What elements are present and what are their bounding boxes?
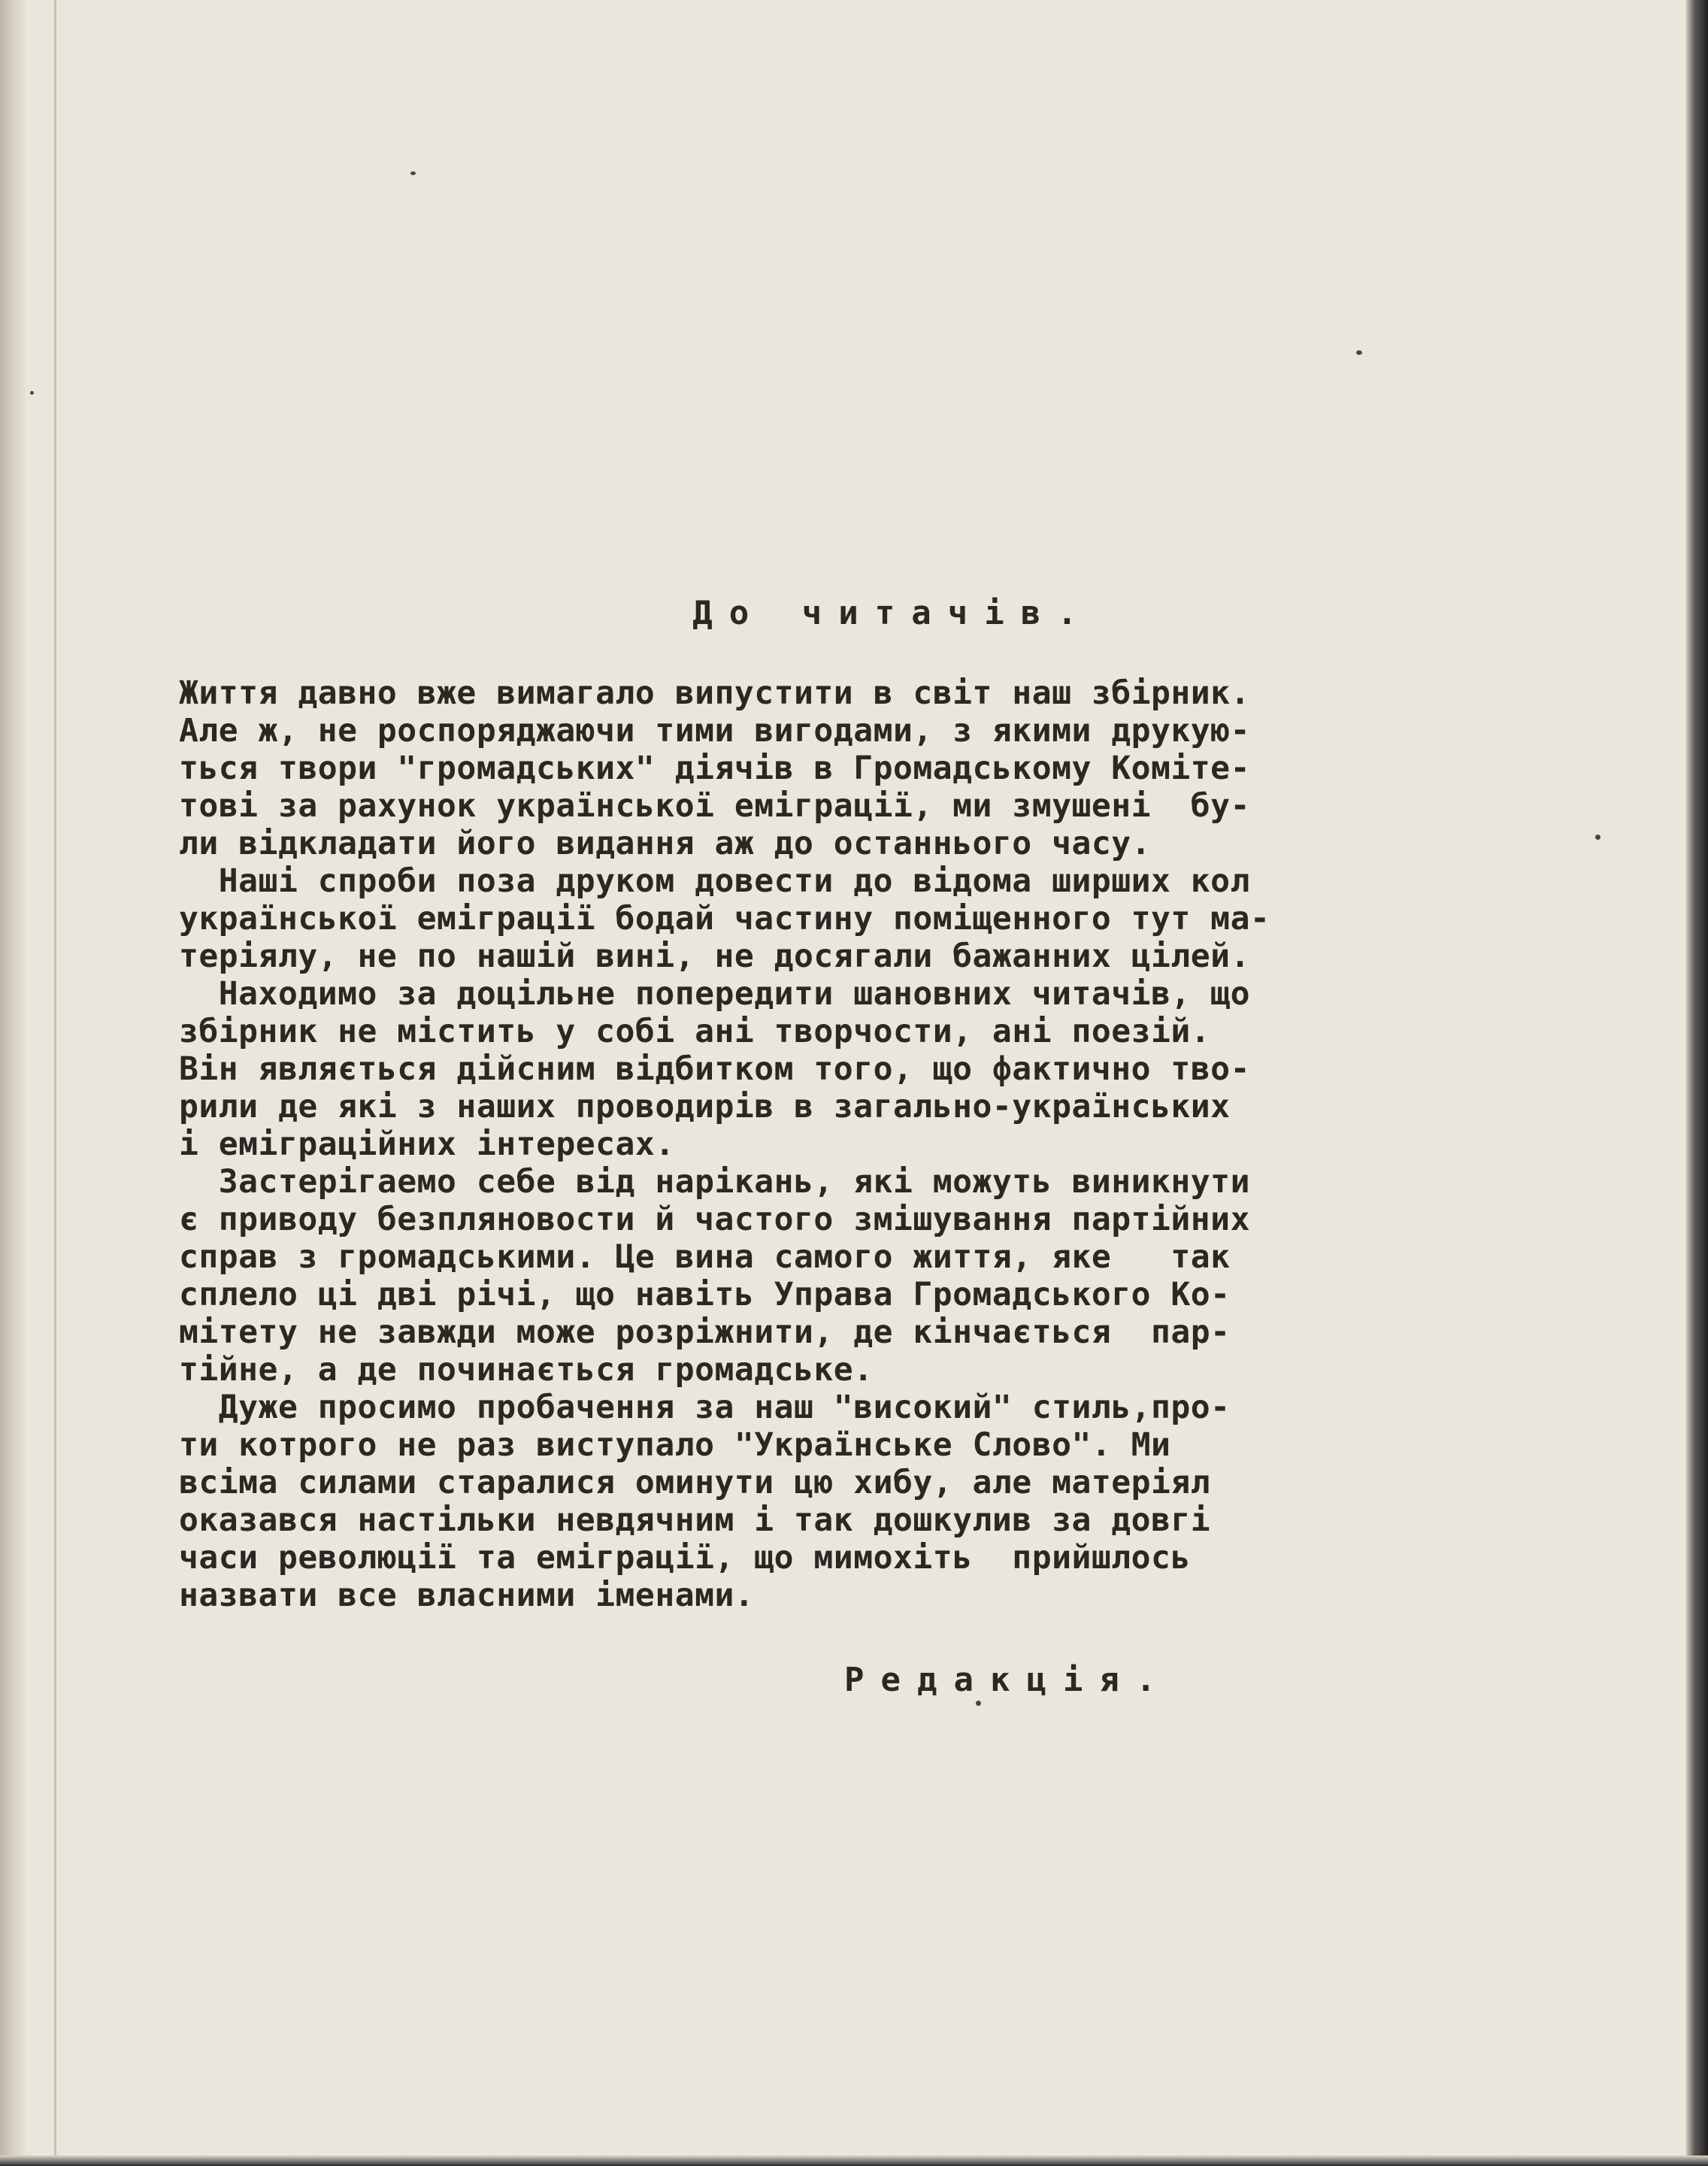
text-line: української еміграції бодай частину поміщенного тут ма- — [179, 900, 1270, 938]
text-line: ти котрого не раз виступало "Українське Слово". Ми — [179, 1426, 1171, 1464]
text-line: є приводу безпляновости й частого змішування партійних — [179, 1201, 1250, 1238]
text-line: тові за рахунок української еміграції, ми змушені бу- — [179, 787, 1250, 825]
text-line: Наші спроби поза друком довести до відома ширших кол — [179, 862, 1250, 900]
paper-speck — [1595, 835, 1600, 840]
text-line: справ з громадськими. Це вина самого життя, яке так — [179, 1238, 1231, 1276]
text-line: часи революції та еміграції, що мимохіть прийшлось — [179, 1539, 1191, 1577]
text-line: і еміграційних інтересах. — [179, 1125, 675, 1163]
paper-speck — [410, 171, 416, 175]
text-line: теріялу, не по нашій вині, не досягали бажанних цілей. — [179, 938, 1250, 975]
text-line: Застерігаемо себе від нарікань, які можуть виникнути — [179, 1163, 1250, 1201]
text-line: рили де які з наших проводирів в загально-українських — [179, 1088, 1231, 1125]
signature: Редакція. — [844, 1661, 1173, 1699]
text-line: сплело ці дві річі, що навіть Управа Громадського Ко- — [179, 1276, 1231, 1313]
paper-bottom-edge — [0, 2155, 1708, 2166]
paper-speck — [30, 391, 34, 395]
text-line: тійне, а де починається громадське. — [179, 1351, 874, 1389]
text-line: Дуже просимо пробачення за наш "високий" стиль,про- — [179, 1389, 1231, 1426]
text-line: мітету не завжди може розріжнити, де кінчається пар- — [179, 1313, 1231, 1351]
text-line: Життя давно вже вимагало випустити в світ наш збірник. — [179, 674, 1250, 712]
body-text — [179, 674, 1517, 1614]
page-title: До читачів. — [692, 594, 1094, 632]
text-line: ли відкладати його видання аж до останнього часу. — [179, 825, 1152, 862]
text-line: назвати все власними іменами. — [179, 1577, 755, 1614]
text-line: всіма силами старалися оминути цю хибу, але матеріял — [179, 1464, 1211, 1501]
paper-speck — [1356, 350, 1362, 355]
text-line: Але ж, не роспоряджаючи тими вигодами, з якими друкую- — [179, 712, 1250, 750]
paper-left-edge — [0, 0, 26, 2166]
text-line: Находимо за доцільне попередити шановних читачів, що — [179, 975, 1250, 1013]
paper-right-edge — [1685, 0, 1708, 2166]
text-line: ться твори "громадських" діячів в Громадському Коміте- — [179, 750, 1250, 787]
paper-speck — [976, 1701, 981, 1706]
typewritten-text — [179, 594, 1517, 1699]
text-line: Він являється дійсним відбитком того, що фактично тво- — [179, 1050, 1250, 1088]
text-line: оказався настільки невдячним і так дошкулив за довгі — [179, 1501, 1211, 1539]
text-line: збірник не містить у собі ані творчости, ані поезій. — [179, 1013, 1211, 1050]
binding-line — [54, 0, 56, 2166]
